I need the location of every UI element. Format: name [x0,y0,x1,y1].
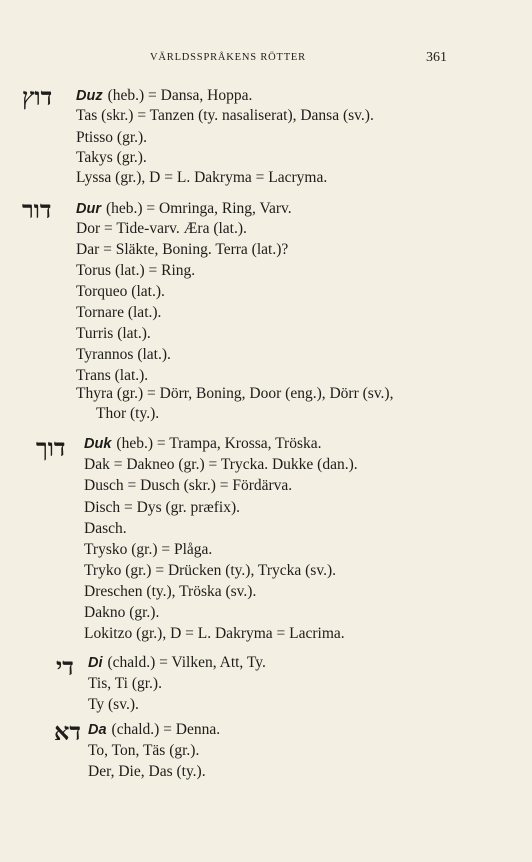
hebrew-root: דור [22,195,52,224]
entry-line: Thyra (gr.) = Dörr, Boning, Door (eng.), Dörr (sv.), [76,385,394,402]
entry-headline [88,720,220,740]
headword: Di [88,655,103,671]
entry-line: Torqueo (lat.). [76,283,165,300]
entry-line: Takys (gr.). [76,149,147,166]
entry-headline [84,434,322,454]
headword-definition: (chald.) = Denna. [111,721,221,738]
entry-line: Thor (ty.). [96,405,160,422]
hebrew-root: דוך [36,433,66,462]
entry-line: Torus (lat.) = Ring. [76,262,196,279]
entry-headline [76,86,252,106]
entry-line: Dreschen (ty.), Tröska (sv.). [84,583,257,600]
entry-line: Tryko (gr.) = Drücken (ty.), Trycka (sv.). [84,562,336,579]
headword-definition: (heb.) = Omringa, Ring, Varv. [105,200,292,217]
headword: Dur [76,201,101,217]
running-header [0,50,532,70]
running-title: VÄRLDSSPRÅKENS RÖTTER [150,52,306,63]
entry-headline [88,653,266,673]
entry-line: Trysko (gr.) = Plåga. [84,541,213,558]
entry-line: Tas (skr.) = Tanzen (ty. nasaliserat), Dansa (sv.). [76,107,374,124]
page-number: 361 [426,50,447,65]
headword-definition: (heb.) = Trampa, Krossa, Tröska. [116,435,322,452]
entry-line: Disch = Dys (gr. præfix). [84,499,240,516]
entry-line: Dor = Tide-varv. Æra (lat.). [76,220,247,237]
entry-line: Tyrannos (lat.). [76,346,171,363]
entry-line: Ty (sv.). [88,696,139,713]
headword: Duk [84,436,112,452]
hebrew-root: דוץ [22,82,53,111]
entry-line: Der, Die, Das (ty.). [88,763,206,780]
entry-line: Dakno (gr.). [84,604,160,621]
hebrew-root: די [56,652,74,681]
entry-headline [76,199,292,219]
entry-line: Lyssa (gr.), D = L. Dakryma = Lacryma. [76,169,328,186]
entry-line: Dar = Släkte, Boning. Terra (lat.)? [76,241,289,258]
entry-line: Tornare (lat.). [76,304,162,321]
headword: Da [88,722,107,738]
entry-line: To, Ton, Täs (gr.). [88,742,200,759]
headword: Duz [76,88,103,104]
entry-line: Tis, Ti (gr.). [88,675,162,692]
entry-line: Dak = Dakneo (gr.) = Trycka. Dukke (dan.). [84,456,358,473]
entry-line: Trans (lat.). [76,367,149,384]
entry-line: Turris (lat.). [76,325,151,342]
entry-line: Ptisso (gr.). [76,129,148,146]
headword-definition: (heb.) = Dansa, Hoppa. [107,87,253,104]
entry-line: Lokitzo (gr.), D = L. Dakryma = Lacrima. [84,625,345,642]
entry-line: Dasch. [84,520,127,537]
headword-definition: (chald.) = Vilken, Att, Ty. [107,654,266,671]
hebrew-root: דא [54,717,81,746]
entry-line: Dusch = Dusch (skr.) = Fördärva. [84,477,293,494]
